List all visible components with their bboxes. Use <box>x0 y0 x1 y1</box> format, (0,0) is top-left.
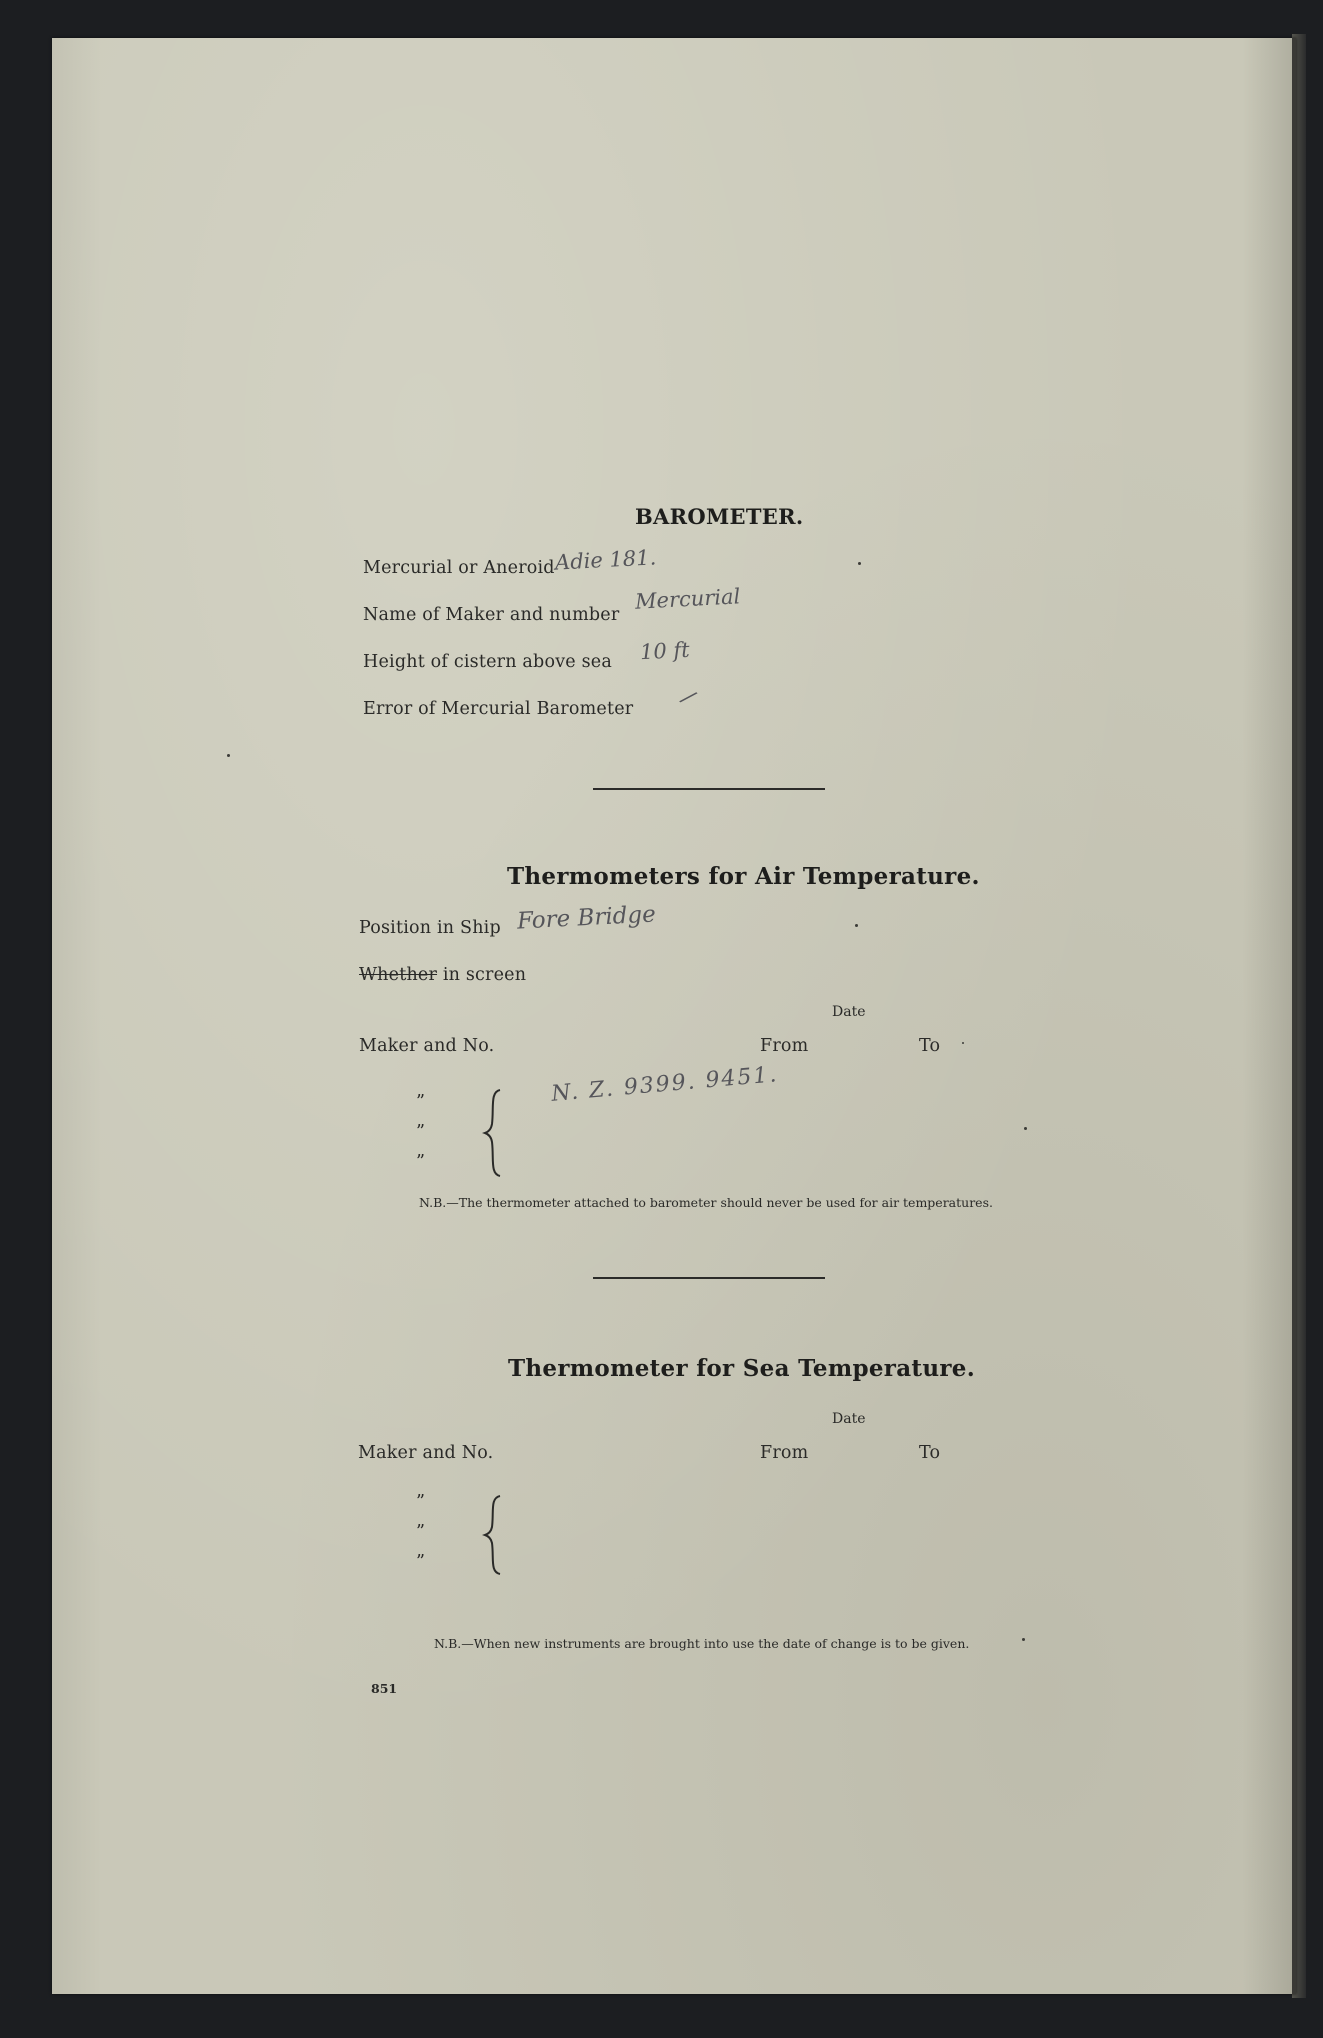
paper-speck <box>1022 1638 1025 1641</box>
paper-speck <box>1024 1127 1027 1130</box>
air-ditto-2: ” <box>416 1122 426 1142</box>
air-to-label: To <box>919 1036 941 1056</box>
air-ditto-3: ” <box>416 1152 426 1172</box>
in-screen-text: in screen <box>442 965 527 985</box>
barometer-label-type: Mercurial or Aneroid <box>363 558 555 578</box>
whether-struck-word: Whether <box>359 965 438 985</box>
air-date-label: Date <box>832 1004 866 1020</box>
sea-thermometer-heading: Thermometer for Sea Temperature. <box>508 1355 976 1382</box>
document-page <box>52 38 1296 1994</box>
sea-brace-icon <box>482 1494 506 1576</box>
form-number: 851 <box>371 1681 398 1696</box>
position-in-ship-value: Fore Bridge <box>516 901 657 935</box>
barometer-value-maker: Mercurial <box>634 584 741 614</box>
section-divider-1 <box>593 788 825 790</box>
sea-date-label: Date <box>832 1411 866 1427</box>
barometer-label-height: Height of cistern above sea <box>363 652 612 672</box>
barometer-value-type: Adie 181. <box>554 545 657 575</box>
paper-speck <box>962 1042 964 1044</box>
paper-speck <box>858 562 861 565</box>
position-in-ship-label: Position in Ship <box>359 918 501 938</box>
sea-maker-label: Maker and No. <box>358 1443 494 1463</box>
paper-speck <box>855 924 858 927</box>
barometer-heading: BAROMETER. <box>635 504 804 529</box>
barometer-value-height: 10 ft <box>639 637 691 665</box>
air-ditto-1: ” <box>416 1092 426 1112</box>
barometer-label-error: Error of Mercurial Barometer <box>363 699 634 719</box>
sea-ditto-1: ” <box>416 1492 426 1512</box>
barometer-value-error: / <box>678 685 699 709</box>
air-maker-label: Maker and No. <box>359 1036 495 1056</box>
air-thermometers-heading: Thermometers for Air Temperature. <box>507 863 980 890</box>
air-note: N.B.—The thermometer attached to barometer should never be used for air temperatures. <box>419 1195 993 1210</box>
paper-speck <box>227 754 230 757</box>
air-thermometer-numbers: N. Z. 9399. 9451. <box>550 1062 780 1107</box>
barometer-label-maker: Name of Maker and number <box>363 605 620 625</box>
sea-ditto-2: ” <box>416 1522 426 1542</box>
sea-note: N.B.—When new instruments are brought into use the date of change is to be given. <box>434 1636 970 1651</box>
sea-to-label: To <box>919 1443 941 1463</box>
sea-from-label: From <box>760 1443 809 1463</box>
sea-ditto-3: ” <box>416 1552 426 1572</box>
air-from-label: From <box>760 1036 809 1056</box>
whether-in-screen-label <box>359 965 526 985</box>
section-divider-2 <box>593 1277 825 1279</box>
air-brace-icon <box>482 1088 506 1178</box>
